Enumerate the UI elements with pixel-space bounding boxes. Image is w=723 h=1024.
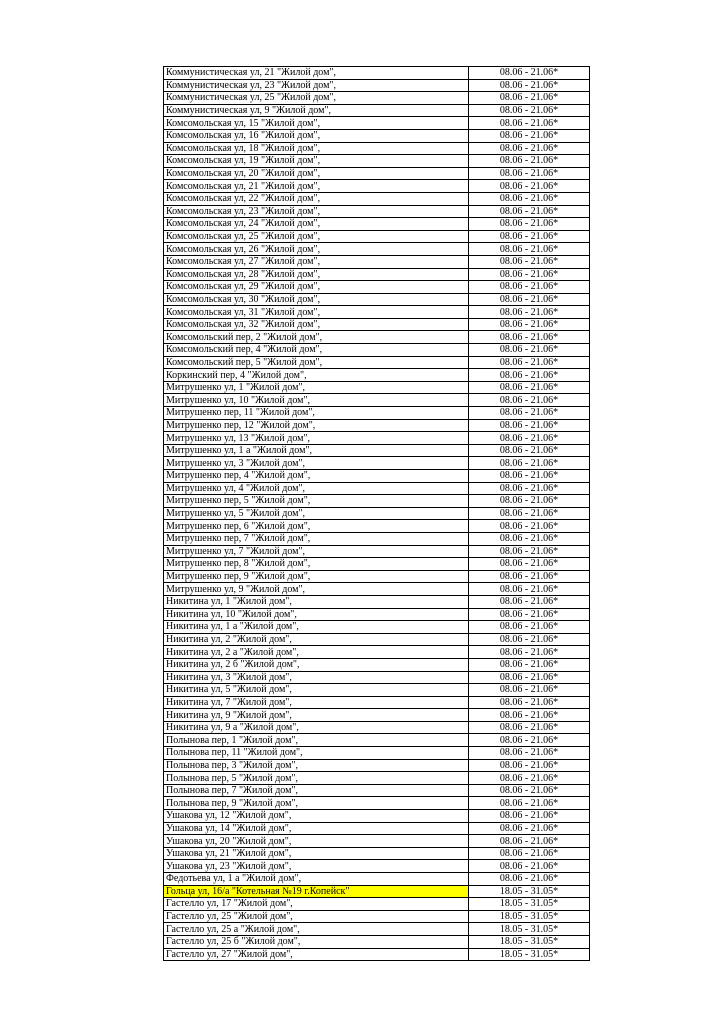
address-cell: Коммунистическая ул, 23 "Жилой дом", xyxy=(164,79,469,92)
table-row xyxy=(164,545,590,558)
address-cell: Ушакова ул, 20 "Жилой дом", xyxy=(164,835,469,848)
address-cell: Митрушенко ул, 1 "Жилой дом", xyxy=(164,381,469,394)
table-row xyxy=(164,583,590,596)
period-cell: 08.06 - 21.06* xyxy=(469,230,590,243)
table-row xyxy=(164,381,590,394)
address-cell: Митрушенко ул, 7 "Жилой дом", xyxy=(164,545,469,558)
address-cell: Никитина ул, 3 "Жилой дом", xyxy=(164,671,469,684)
table-row xyxy=(164,192,590,205)
table-row xyxy=(164,293,590,306)
address-cell: Комсомольский пер, 5 "Жилой дом", xyxy=(164,356,469,369)
period-cell: 08.06 - 21.06* xyxy=(469,583,590,596)
table-row xyxy=(164,608,590,621)
period-cell: 08.06 - 21.06* xyxy=(469,444,590,457)
address-cell: Комсомольская ул, 23 "Жилой дом", xyxy=(164,205,469,218)
address-cell: Никитина ул, 5 "Жилой дом", xyxy=(164,684,469,697)
table-row xyxy=(164,595,590,608)
table-row-highlighted xyxy=(164,885,590,898)
address-cell: Комсомольская ул, 21 "Жилой дом", xyxy=(164,180,469,193)
table-row xyxy=(164,797,590,810)
period-cell: 18.05 - 31.05* xyxy=(469,885,590,898)
table-row xyxy=(164,558,590,571)
period-cell: 08.06 - 21.06* xyxy=(469,608,590,621)
table-row xyxy=(164,268,590,281)
address-cell: Гастелло ул, 25 а "Жилой дом", xyxy=(164,923,469,936)
period-cell: 08.06 - 21.06* xyxy=(469,205,590,218)
period-cell: 08.06 - 21.06* xyxy=(469,306,590,319)
period-cell: 08.06 - 21.06* xyxy=(469,381,590,394)
table-row xyxy=(164,356,590,369)
address-cell: Митрушенко ул, 4 "Жилой дом", xyxy=(164,482,469,495)
address-cell: Митрушенко пер, 8 "Жилой дом", xyxy=(164,558,469,571)
period-cell: 08.06 - 21.06* xyxy=(469,495,590,508)
period-cell: 08.06 - 21.06* xyxy=(469,117,590,130)
table-row xyxy=(164,721,590,734)
period-cell: 18.05 - 31.05* xyxy=(469,935,590,948)
period-cell: 08.06 - 21.06* xyxy=(469,570,590,583)
period-cell: 08.06 - 21.06* xyxy=(469,180,590,193)
table-row xyxy=(164,507,590,520)
address-cell: Никитина ул, 10 "Жилой дом", xyxy=(164,608,469,621)
table-row xyxy=(164,457,590,470)
address-cell: Федотьева ул, 1 а "Жилой дом", xyxy=(164,873,469,886)
address-cell: Комсомольская ул, 32 "Жилой дом", xyxy=(164,318,469,331)
period-cell: 08.06 - 21.06* xyxy=(469,621,590,634)
table-row xyxy=(164,860,590,873)
period-cell: 08.06 - 21.06* xyxy=(469,860,590,873)
period-cell: 08.06 - 21.06* xyxy=(469,344,590,357)
period-cell: 08.06 - 21.06* xyxy=(469,684,590,697)
address-cell: Комсомольский пер, 4 "Жилой дом", xyxy=(164,344,469,357)
address-cell: Комсомольская ул, 16 "Жилой дом", xyxy=(164,129,469,142)
address-cell: Никитина ул, 9 "Жилой дом", xyxy=(164,709,469,722)
address-cell: Комсомольская ул, 19 "Жилой дом", xyxy=(164,155,469,168)
period-cell: 08.06 - 21.06* xyxy=(469,419,590,432)
table-row xyxy=(164,810,590,823)
table-row xyxy=(164,784,590,797)
period-cell: 08.06 - 21.06* xyxy=(469,696,590,709)
address-cell: Митрушенко ул, 5 "Жилой дом", xyxy=(164,507,469,520)
table-row xyxy=(164,230,590,243)
address-cell: Митрушенко пер, 6 "Жилой дом", xyxy=(164,520,469,533)
period-cell: 18.05 - 31.05* xyxy=(469,948,590,961)
address-cell: Никитина ул, 2 а "Жилой дом", xyxy=(164,646,469,659)
table-row xyxy=(164,255,590,268)
table-row xyxy=(164,646,590,659)
address-cell: Комсомольский пер, 2 "Жилой дом", xyxy=(164,331,469,344)
table-row xyxy=(164,923,590,936)
period-cell: 08.06 - 21.06* xyxy=(469,797,590,810)
period-cell: 08.06 - 21.06* xyxy=(469,835,590,848)
address-cell: Полынова пер, 9 "Жилой дом", xyxy=(164,797,469,810)
table-row xyxy=(164,759,590,772)
table-row xyxy=(164,935,590,948)
address-cell: Митрушенко ул, 1 а "Жилой дом", xyxy=(164,444,469,457)
period-cell: 08.06 - 21.06* xyxy=(469,784,590,797)
table-row xyxy=(164,180,590,193)
period-cell: 08.06 - 21.06* xyxy=(469,255,590,268)
table-row xyxy=(164,847,590,860)
table-row xyxy=(164,772,590,785)
table-row xyxy=(164,570,590,583)
address-cell: Коммунистическая ул, 25 "Жилой дом", xyxy=(164,92,469,105)
table-row xyxy=(164,495,590,508)
address-cell: Ушакова ул, 14 "Жилой дом", xyxy=(164,822,469,835)
address-cell: Комсомольская ул, 27 "Жилой дом", xyxy=(164,255,469,268)
address-cell: Комсомольская ул, 28 "Жилой дом", xyxy=(164,268,469,281)
period-cell: 08.06 - 21.06* xyxy=(469,721,590,734)
address-cell: Комсомольская ул, 30 "Жилой дом", xyxy=(164,293,469,306)
table-row xyxy=(164,243,590,256)
table-row xyxy=(164,470,590,483)
table-row xyxy=(164,117,590,130)
period-cell: 08.06 - 21.06* xyxy=(469,356,590,369)
table-row xyxy=(164,671,590,684)
table-row xyxy=(164,444,590,457)
table-row xyxy=(164,432,590,445)
table-row xyxy=(164,344,590,357)
period-cell: 08.06 - 21.06* xyxy=(469,873,590,886)
period-cell: 08.06 - 21.06* xyxy=(469,545,590,558)
period-cell: 08.06 - 21.06* xyxy=(469,218,590,231)
address-cell: Гастелло ул, 25 "Жилой дом", xyxy=(164,910,469,923)
table-row xyxy=(164,709,590,722)
period-cell: 18.05 - 31.05* xyxy=(469,910,590,923)
period-cell: 08.06 - 21.06* xyxy=(469,595,590,608)
address-cell: Митрушенко ул, 3 "Жилой дом", xyxy=(164,457,469,470)
address-cell: Комсомольская ул, 31 "Жилой дом", xyxy=(164,306,469,319)
table-row xyxy=(164,306,590,319)
address-cell: Гольца ул, 16/а "Котельная №19 г.Копейск" xyxy=(164,885,469,898)
table-row xyxy=(164,142,590,155)
period-cell: 08.06 - 21.06* xyxy=(469,67,590,80)
address-cell: Комсомольская ул, 26 "Жилой дом", xyxy=(164,243,469,256)
address-cell: Митрушенко пер, 9 "Жилой дом", xyxy=(164,570,469,583)
period-cell: 08.06 - 21.06* xyxy=(469,394,590,407)
table-row xyxy=(164,734,590,747)
period-cell: 08.06 - 21.06* xyxy=(469,671,590,684)
period-cell: 08.06 - 21.06* xyxy=(469,293,590,306)
address-cell: Ушакова ул, 21 "Жилой дом", xyxy=(164,847,469,860)
period-cell: 08.06 - 21.06* xyxy=(469,167,590,180)
period-cell: 08.06 - 21.06* xyxy=(469,646,590,659)
address-cell: Митрушенко пер, 5 "Жилой дом", xyxy=(164,495,469,508)
period-cell: 08.06 - 21.06* xyxy=(469,243,590,256)
period-cell: 08.06 - 21.06* xyxy=(469,482,590,495)
address-cell: Митрушенко пер, 7 "Жилой дом", xyxy=(164,532,469,545)
address-cell: Митрушенко пер, 11 "Жилой дом", xyxy=(164,407,469,420)
period-cell: 08.06 - 21.06* xyxy=(469,318,590,331)
period-cell: 08.06 - 21.06* xyxy=(469,129,590,142)
period-cell: 08.06 - 21.06* xyxy=(469,633,590,646)
period-cell: 08.06 - 21.06* xyxy=(469,104,590,117)
table-row xyxy=(164,658,590,671)
table-row xyxy=(164,482,590,495)
period-cell: 08.06 - 21.06* xyxy=(469,192,590,205)
period-cell: 08.06 - 21.06* xyxy=(469,507,590,520)
address-cell: Никитина ул, 1 "Жилой дом", xyxy=(164,595,469,608)
address-cell: Комсомольская ул, 29 "Жилой дом", xyxy=(164,281,469,294)
period-cell: 08.06 - 21.06* xyxy=(469,432,590,445)
table-row xyxy=(164,218,590,231)
schedule-table-body xyxy=(164,67,590,961)
address-cell: Митрушенко пер, 12 "Жилой дом", xyxy=(164,419,469,432)
address-cell: Комсомольская ул, 18 "Жилой дом", xyxy=(164,142,469,155)
table-row xyxy=(164,419,590,432)
address-cell: Комсомольская ул, 15 "Жилой дом", xyxy=(164,117,469,130)
address-cell: Никитина ул, 9 а "Жилой дом", xyxy=(164,721,469,734)
period-cell: 08.06 - 21.06* xyxy=(469,709,590,722)
period-cell: 08.06 - 21.06* xyxy=(469,281,590,294)
address-cell: Никитина ул, 1 а "Жилой дом", xyxy=(164,621,469,634)
period-cell: 08.06 - 21.06* xyxy=(469,810,590,823)
period-cell: 08.06 - 21.06* xyxy=(469,822,590,835)
table-row xyxy=(164,281,590,294)
table-row xyxy=(164,873,590,886)
address-cell: Никитина ул, 2 б "Жилой дом", xyxy=(164,658,469,671)
table-row xyxy=(164,155,590,168)
period-cell: 08.06 - 21.06* xyxy=(469,847,590,860)
address-cell: Ушакова ул, 23 "Жилой дом", xyxy=(164,860,469,873)
address-cell: Никитина ул, 2 "Жилой дом", xyxy=(164,633,469,646)
period-cell: 08.06 - 21.06* xyxy=(469,79,590,92)
address-cell: Митрушенко ул, 9 "Жилой дом", xyxy=(164,583,469,596)
address-cell: Полынова пер, 7 "Жилой дом", xyxy=(164,784,469,797)
table-row xyxy=(164,532,590,545)
table-row xyxy=(164,898,590,911)
table-row xyxy=(164,318,590,331)
table-row xyxy=(164,79,590,92)
period-cell: 08.06 - 21.06* xyxy=(469,747,590,760)
address-cell: Полынова пер, 3 "Жилой дом", xyxy=(164,759,469,772)
address-cell: Полынова пер, 11 "Жилой дом", xyxy=(164,747,469,760)
period-cell: 08.06 - 21.06* xyxy=(469,759,590,772)
table-row xyxy=(164,520,590,533)
address-cell: Полынова пер, 5 "Жилой дом", xyxy=(164,772,469,785)
period-cell: 08.06 - 21.06* xyxy=(469,734,590,747)
address-cell: Митрушенко пер, 4 "Жилой дом", xyxy=(164,470,469,483)
period-cell: 08.06 - 21.06* xyxy=(469,470,590,483)
address-cell: Никитина ул, 7 "Жилой дом", xyxy=(164,696,469,709)
address-cell: Гастелло ул, 27 "Жилой дом", xyxy=(164,948,469,961)
address-cell: Митрушенко ул, 10 "Жилой дом", xyxy=(164,394,469,407)
period-cell: 08.06 - 21.06* xyxy=(469,142,590,155)
period-cell: 08.06 - 21.06* xyxy=(469,155,590,168)
address-cell: Комсомольская ул, 22 "Жилой дом", xyxy=(164,192,469,205)
period-cell: 18.05 - 31.05* xyxy=(469,898,590,911)
table-row xyxy=(164,205,590,218)
address-cell: Коммунистическая ул, 21 "Жилой дом", xyxy=(164,67,469,80)
table-row xyxy=(164,910,590,923)
table-row xyxy=(164,369,590,382)
table-row xyxy=(164,633,590,646)
table-row xyxy=(164,835,590,848)
table-row xyxy=(164,394,590,407)
period-cell: 08.06 - 21.06* xyxy=(469,369,590,382)
address-cell: Митрушенко ул, 13 "Жилой дом", xyxy=(164,432,469,445)
period-cell: 08.06 - 21.06* xyxy=(469,407,590,420)
table-row xyxy=(164,129,590,142)
address-cell: Комсомольская ул, 25 "Жилой дом", xyxy=(164,230,469,243)
period-cell: 08.06 - 21.06* xyxy=(469,92,590,105)
address-cell: Гастелло ул, 25 б "Жилой дом", xyxy=(164,935,469,948)
period-cell: 08.06 - 21.06* xyxy=(469,331,590,344)
address-cell: Гастелло ул, 17 "Жилой дом", xyxy=(164,898,469,911)
schedule-table xyxy=(163,66,590,961)
address-cell: Коркинский пер, 4 "Жилой дом", xyxy=(164,369,469,382)
period-cell: 08.06 - 21.06* xyxy=(469,772,590,785)
period-cell: 08.06 - 21.06* xyxy=(469,658,590,671)
address-cell: Полынова пер, 1 "Жилой дом", xyxy=(164,734,469,747)
period-cell: 08.06 - 21.06* xyxy=(469,520,590,533)
table-row xyxy=(164,67,590,80)
period-cell: 08.06 - 21.06* xyxy=(469,558,590,571)
address-cell: Ушакова ул, 12 "Жилой дом", xyxy=(164,810,469,823)
table-row xyxy=(164,104,590,117)
table-row xyxy=(164,331,590,344)
table-row xyxy=(164,684,590,697)
period-cell: 08.06 - 21.06* xyxy=(469,457,590,470)
table-row xyxy=(164,92,590,105)
table-row xyxy=(164,822,590,835)
table-row xyxy=(164,747,590,760)
table-row xyxy=(164,621,590,634)
period-cell: 18.05 - 31.05* xyxy=(469,923,590,936)
table-row xyxy=(164,696,590,709)
address-cell: Коммунистическая ул, 9 "Жилой дом", xyxy=(164,104,469,117)
period-cell: 08.06 - 21.06* xyxy=(469,532,590,545)
table-row xyxy=(164,407,590,420)
table-row xyxy=(164,167,590,180)
address-cell: Комсомольская ул, 20 "Жилой дом", xyxy=(164,167,469,180)
period-cell: 08.06 - 21.06* xyxy=(469,268,590,281)
table-row xyxy=(164,948,590,961)
address-cell: Комсомольская ул, 24 "Жилой дом", xyxy=(164,218,469,231)
